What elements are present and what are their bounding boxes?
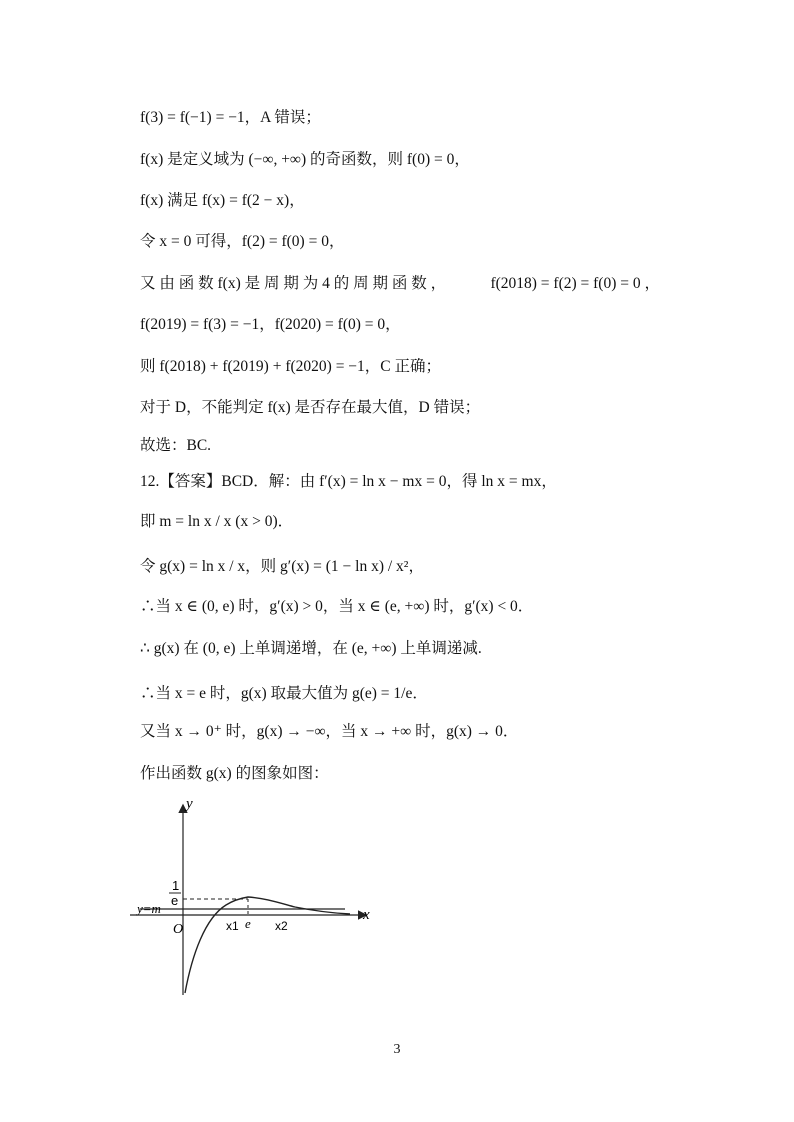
curve-g — [185, 897, 350, 993]
line-8: 对于 D，不能判定 f(x) 是否存在最大值，D 错误； — [140, 399, 481, 416]
line-3: f(x) 满足 f(x) = f(2 − x)， — [140, 192, 305, 209]
y-axis-label: y — [186, 796, 193, 812]
line-5 — [140, 274, 660, 294]
line-6: f(2019) = f(3) = −1，f(2020) = f(0) = 0， — [140, 316, 401, 333]
line-m-label: y=m — [137, 901, 161, 916]
line-2: f(x) 是定义域为 (−∞, +∞) 的奇函数，则 f(0) = 0， — [140, 151, 470, 168]
function-graph — [130, 790, 380, 1005]
line-14: ∴ g(x) 在 (0, e) 上单调递增，在 (e, +∞) 上单调递减. — [140, 640, 482, 657]
page-number: 3 — [393, 1042, 401, 1057]
e-label: e — [245, 916, 251, 931]
line-1: f(3) = f(−1) = −1，A 错误； — [140, 109, 321, 126]
line-10: 12.【答案】BCD．解：由 f′(x) = ln x − mx = 0，得 ln x = mx， — [140, 473, 557, 490]
line-7: 则 f(2018) + f(2019) + f(2020) = −1，C 正确； — [140, 358, 442, 375]
line-12: 令 g(x) = ln x / x，则 g′(x) = (1 − ln x) / x²， — [140, 558, 424, 575]
line-11: 即 m = ln x / x (x > 0)． — [140, 513, 294, 530]
x1-label: x1 — [226, 919, 239, 933]
line-9: 故选：BC. — [140, 437, 212, 454]
origin-label: O — [173, 922, 184, 937]
line-5-left: 又 由 函 数 f(x) 是 周 期 为 4 的 周 期 函 数 ， — [140, 275, 447, 292]
one-over-e-denominator: e — [171, 893, 179, 908]
line-13: ∴当 x ∈ (0, e) 时，g′(x) > 0，当 x ∈ (e, +∞) 时，g′(x) < 0． — [140, 598, 534, 615]
line-16: 又当 x → 0⁺ 时，g(x) → −∞，当 x → +∞ 时，g(x) → 0． — [140, 723, 519, 740]
line-17: 作出函数 g(x) 的图象如图： — [140, 765, 329, 782]
one-over-e-numerator: 1 — [172, 878, 180, 893]
x2-label: x2 — [275, 919, 288, 933]
x-axis-label: x — [363, 907, 370, 923]
line-5-right: f(2018) = f(2) = f(0) = 0 ， — [490, 275, 660, 292]
line-4: 令 x = 0 可得，f(2) = f(0) = 0， — [140, 233, 345, 250]
line-15: ∴当 x = e 时，g(x) 取最大值为 g(e) = 1/e． — [140, 685, 428, 702]
